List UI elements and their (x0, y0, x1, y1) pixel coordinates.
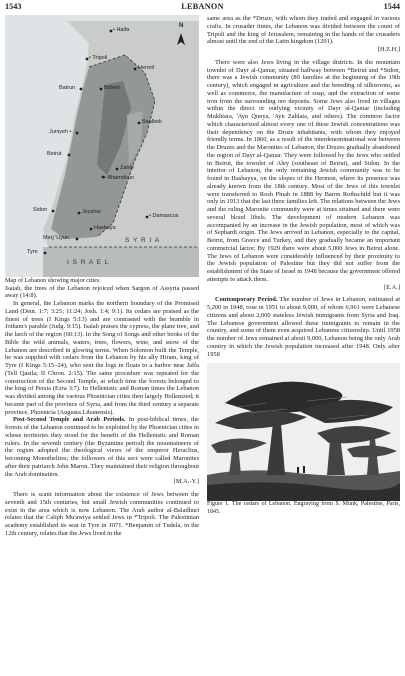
figure-caption: Figure 1. The cedars of Lebanon. Engraving from S. Munk, Palestine, Paris, 1845. (207, 501, 400, 515)
section-heading-post-second-temple: Post-Second Temple and Arab Periods. (13, 416, 126, 424)
map-label-beirut: Beirut (47, 151, 62, 157)
left-paragraph-1: Isaiah, the trees of the Lebanon rejoiced when Sargon of Assyria passed away (14:8). (5, 284, 199, 300)
author-signature-hzh: [H.Z.H.] (377, 46, 400, 53)
map-label-sidon: Sidon (33, 207, 48, 213)
map-label-merj-uyun: Merj 'Uyun (43, 235, 70, 241)
north-arrow-label: N (179, 23, 184, 29)
map-caption: Map of Lebanon showing major cities. (5, 277, 101, 284)
cedars-engraving (207, 363, 400, 501)
cedars-engraving-graphic (207, 363, 400, 501)
map-label-bsheri: Bsheri (104, 85, 120, 91)
map-label-juniyeh: Juniyeh • (49, 129, 72, 135)
left-column (5, 15, 199, 538)
left-paragraph-3-text: In post-biblical times, the forests of the Lebanon continued to be exploited by the Phoenician cities in whose territories they stood for the benefit of the Hellenistic and Roman rulers. In the seventh century (the Byzantine period) the mountaineers of the region adopted the theological views of the emperor Heraclius, becoming Monothelites; the followers of this sect were called Maronites after their patriarch John Maron. They maintained their religion throughout the Arab domination. (5, 416, 199, 478)
running-header (5, 2, 400, 14)
map-label-jezzine: Jezzine (82, 209, 101, 215)
map-label-haifa: • Haifa (113, 27, 130, 33)
map-label-tyre: Tyre (27, 249, 38, 255)
right-paragraph-3 (207, 296, 400, 358)
map-label-zahle: Zahle (120, 165, 134, 171)
section-heading-contemporary-period: Contemporary Period. (215, 296, 278, 304)
map-label-bhamdoun: • Bhamdoun (104, 175, 135, 181)
left-paragraph-4: There is scant information about the existence of Jews between the seventh and 15th centuries, but small Jewish communities continued to exist in the area which is now Lebanon. The Arab author al-Baladhuri relates that the Caliph Mu'awiya settled Jews in *Tripoli. The Palestinian academy established its seat in Tyre in 1071. *Benjamin of Tudela, in the 12th century, relates that the Jews lived in the (5, 491, 199, 537)
map-label-damascus: • Damascus (149, 213, 179, 219)
left-paragraph-3 (5, 416, 199, 478)
map-label-hermil: Hermil (138, 65, 154, 71)
map-label-hasbaya: Hasbaya (94, 225, 116, 231)
right-column (207, 15, 400, 516)
author-signature-may: [M.A.-Y.] (173, 478, 199, 486)
map-label-batrun: Batrun (59, 85, 76, 91)
right-paragraph-3-text: The number of Jews in Lebanon, estimated at 5,200 in 1948, rose in 1951 to about 9,000, of whom 6,961 were Lebanese citizens and about 2,000 stateless Jewish immigrants from Syria and Iraq. The Lebanese government allowed these immigrants to remain in the country, and some of them even acquired Lebanese citizenship. Until 1958 the number of Jews remained at about 9,000, Lebanon being the only Arab country in which the Jewish population increased after 1948. Only after 1958 (207, 296, 400, 358)
right-paragraph-2: There were also Jews living in the village districts. In the mountain townlet of Dayr al-Qamar, situated halfway between *Beirut and *Sidon, there was a Jewish community (80 families at the beginning of the 19th century), which engaged in agriculture and the breeding of silkworms, as well as commerce, the manufacture of soap, and the extraction of some iron from the surrounding ore deposits. Some Jews also lived in villages within the direct or outlying vicinity of Dayr al-Qamar (including Mukhtara, 'Ayn Qunya, 'Ayn Zahlata, and others). The common factor which characterized almost every one of these Jewish concentrations was their dependency on the Druze inhabitants, with whom they enjoyed friendly terms. In 1860, as a result of the interdenominational war between the Druzes and the Maronites of Lebanon, the Druzes gradually abandoned the region of Dayr al-Qamar. They were followed by the Jews who settled in Beirut, the townlet of Aley (southeast of Beirut), and Sidon. In the interior of Lebanon, the only remaining Jewish community was to be found in Hasbayya, on the slopes of the Hermon, where its presence was already known from the 18th century. Most of the Jews of this townlet were transferred to Rosh Pinah in 1888 by Baron Rothschild but it was only in 1913 that the last three families left. The relations between the Jews and the ruling Maronite community were at times strained and there were several blood libels. The development of modern Lebanon was accompanied by an increase in the Jewish population, most of which was of Sephardi origin. The Jews arrived in Lebanon, especially to the capital, Beirut, from Greece and Turkey, and they gradually became an important commercial factor. By 1929 there were about 5,000 Jews in Beirut alone. The Jews of Lebanon were considerably influenced by their proximity to the Jewish population of Palestine but they did not suffer from the establishment of the State of Israel in 1948 because the government offered attempts to attack them. (207, 58, 400, 283)
right-paragraph-1: same area as the *Druze, with whom they traded and engaged in various crafts. In crusader times, the Lebanon was divided between the count of Tripoli and the king of Jerusalem, remaining in the hands of the crusaders almost until the end of the Latin kingdom (1291). (207, 15, 400, 46)
running-head-title: LEBANON (181, 2, 224, 11)
page-number-left: 1543 (5, 2, 22, 11)
left-paragraph-2: In general, the Lebanon marks the northern boundary of the Promised Land (Deut. 1:7; 3:25; 11:24; Josh. 1:4; 9:1). Its cedars are praised as the finest of trees (I Kings 5:13) and are contrasted with the bramble in Jotham's parable (Judg. 9:15). Isaiah praises the cypress, the plane tree, and the larch of the region (60:13). In the Song of Songs and other books of the Bible the wild animals, waters, trees, flowers, wine, and snow of the Lebanon are described in glowing terms. When Solomon built the Temple, he was supplied with cedars from the Lebanon by his ally Hiram, king of Tyre (I Kings 5:15–24), who sent the logs in floats to a harbor near Jaffa (Tell Qasila; II Chron. 2:15). The same procedure was repeated for the construction of the Second Temple, at which time the forests belonged to the king of Persia (Ezra 3:7). In Hellenistic and Roman times the Lebanon was divided among the various Phoenician cities then largely Hellenized; it became part of the province of Syria, and from the third century a separate province, Phoenicia (Augusta Libanensis). (5, 300, 199, 416)
map-label-israel: I S R A E L (67, 259, 110, 266)
map-label-syria: S Y R I A (125, 237, 161, 244)
page-number-right: 1544 (383, 2, 400, 11)
map-label-tripoli: • Tripoli (89, 55, 108, 61)
author-signature-ea: [E.A.] (384, 283, 400, 291)
map-label-baalbek: Baalbek (142, 119, 162, 125)
lebanon-map (5, 15, 199, 277)
